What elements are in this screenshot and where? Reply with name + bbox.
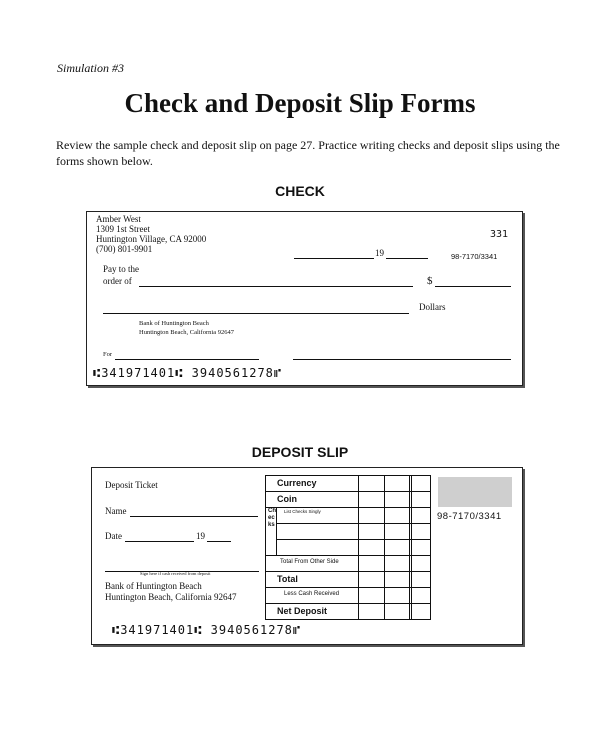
- micr-line: ⑆341971401⑆ 3940561278⑈: [93, 366, 283, 380]
- row-net-deposit: Net Deposit: [277, 606, 328, 616]
- row-total: Total: [277, 574, 298, 584]
- row-checks-vertical: Checks: [268, 508, 276, 528]
- payer-street: 1309 1st Street: [96, 224, 150, 234]
- table-row-divider: [276, 539, 431, 540]
- checks-column-divider: [276, 507, 277, 555]
- intro-paragraph: Review the sample check and deposit slip on page 27. Practice writing checks and deposit slips using the forms shown below.: [56, 138, 560, 168]
- deposit-date-year-prefix: 19: [196, 531, 205, 541]
- check-heading: CHECK: [275, 183, 325, 199]
- payee-line[interactable]: [139, 286, 413, 287]
- name-line[interactable]: [130, 516, 258, 517]
- table-col-divider: [384, 475, 385, 620]
- sign-note: Sign here if cash received from deposit: [140, 571, 211, 576]
- date-line-left[interactable]: [294, 258, 374, 259]
- row-coin: Coin: [277, 494, 297, 504]
- deposit-date-line-left[interactable]: [125, 541, 194, 542]
- table-row-divider: [276, 523, 431, 524]
- order-of-label: order of: [103, 276, 132, 286]
- date-year-prefix: 19: [375, 248, 384, 258]
- dollars-label: Dollars: [419, 302, 446, 312]
- name-label: Name: [105, 506, 127, 516]
- table-row-divider: [265, 555, 431, 556]
- row-currency: Currency: [277, 478, 317, 488]
- table-row-divider: [265, 491, 431, 492]
- pay-to-label: Pay to the: [103, 264, 139, 274]
- amount-box-line[interactable]: [435, 286, 511, 287]
- memo-line[interactable]: [115, 359, 259, 360]
- dollar-sign: $: [427, 275, 433, 287]
- simulation-label: Simulation #3: [57, 61, 125, 75]
- payer-phone: (700) 801-9901: [96, 244, 153, 254]
- signature-line[interactable]: [293, 359, 511, 360]
- table-row-divider: [265, 571, 431, 572]
- date-label: Date: [105, 531, 122, 541]
- row-list-checks: List Checks Singly: [284, 509, 321, 514]
- amount-columns: [358, 475, 431, 620]
- routing-fraction: 98-7170/3341: [451, 252, 498, 261]
- account-number-box[interactable]: [438, 477, 512, 507]
- deposit-ticket-label: Deposit Ticket: [105, 480, 158, 490]
- deposit-micr-line: ⑆341971401⑆ 3940561278⑈: [112, 623, 302, 637]
- table-row-divider: [265, 507, 431, 508]
- deposit-slip-form: [91, 467, 523, 645]
- deposit-routing-fraction: 98-7170/3341: [437, 511, 502, 522]
- payer-city: Huntington Village, CA 92000: [96, 234, 207, 244]
- deposit-date-line-right[interactable]: [207, 541, 231, 542]
- table-row-divider: [265, 587, 431, 588]
- deposit-slip-heading: DEPOSIT SLIP: [251, 444, 349, 460]
- amount-words-line[interactable]: [103, 313, 409, 314]
- check-number: 331: [490, 229, 509, 240]
- deposit-bank-address: Huntington Beach, California 92647: [105, 592, 237, 602]
- memo-label: For: [103, 351, 113, 358]
- date-line-right[interactable]: [386, 258, 428, 259]
- check-form: [86, 211, 523, 386]
- bank-name: Bank of Huntington Beach: [139, 320, 209, 327]
- page-title: Check and Deposit Slip Forms: [124, 88, 476, 118]
- row-total-other-side: Total From Other Side: [280, 559, 339, 565]
- payer-name: Amber West: [96, 214, 141, 224]
- table-row-divider: [265, 603, 431, 604]
- deposit-bank-name: Bank of Huntington Beach: [105, 581, 202, 591]
- bank-address: Huntington Beach, California 92647: [139, 329, 234, 336]
- row-less-cash: Less Cash Received: [284, 591, 340, 597]
